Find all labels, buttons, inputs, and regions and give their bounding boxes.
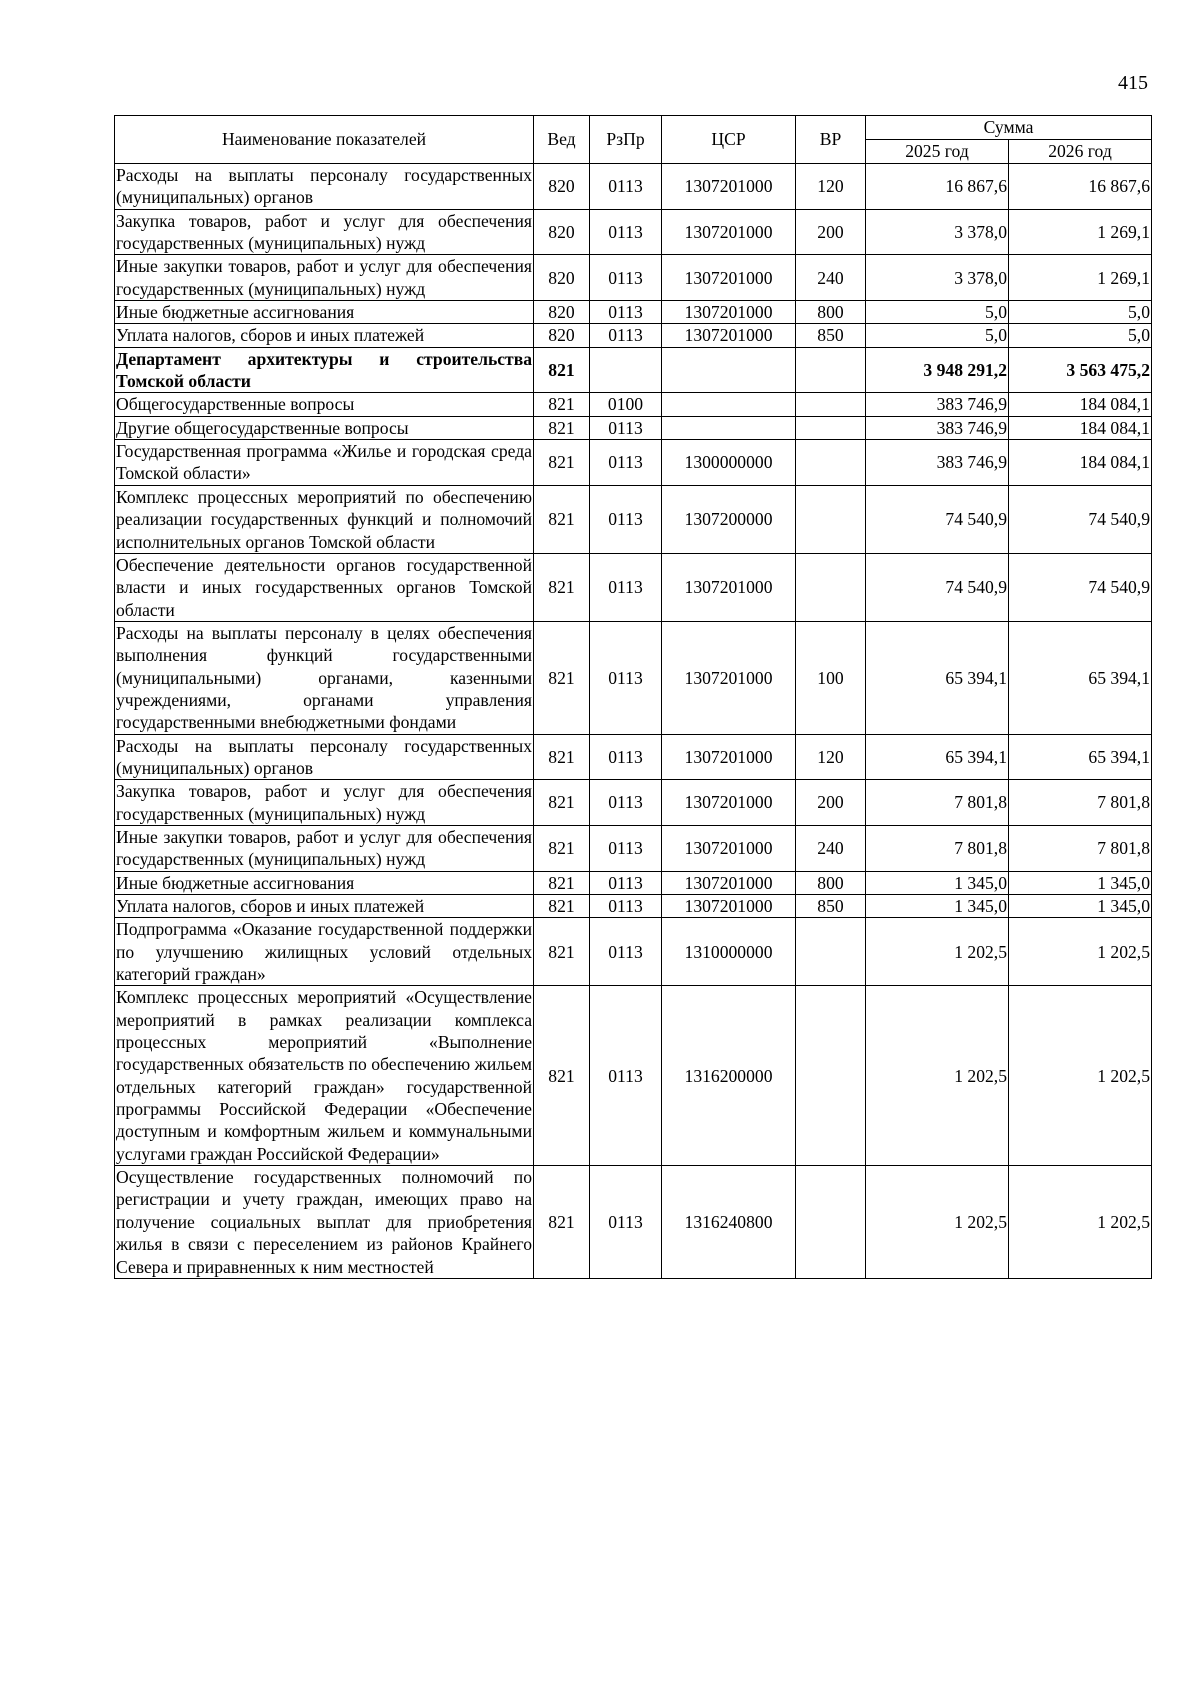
- cell-name: Иные закупки товаров, работ и услуг для обеспечения государственных (муниципальных) нужд: [116, 256, 532, 299]
- cell-ved: 820: [534, 324, 590, 347]
- table-row: [115, 416, 1152, 439]
- budget-table: [114, 115, 1152, 1279]
- cell-vr: [796, 485, 866, 553]
- cell-rzpr: 0113: [590, 164, 662, 210]
- cell-csr: 1300000000: [662, 440, 796, 486]
- cell-csr: 1307201000: [662, 255, 796, 301]
- cell-name: Закупка товаров, работ и услуг для обеспечения государственных (муниципальных) нужд: [116, 210, 532, 254]
- cell-vr: [796, 347, 866, 393]
- cell-ved: 821: [534, 440, 590, 486]
- cell-name: Уплата налогов, сборов и иных платежей: [115, 895, 534, 918]
- cell-rzpr: 0100: [590, 393, 662, 416]
- cell-vr: [796, 1166, 866, 1279]
- cell-rzpr: 0113: [590, 871, 662, 894]
- cell-sum-2025: 1 202,5: [866, 918, 1009, 986]
- table-row: [115, 209, 1152, 255]
- cell-sum-2026: 1 345,0: [1009, 895, 1152, 918]
- cell-name: Комплекс процессных мероприятий по обеспечению реализации государственных функций и полномочий исполнительных органов Томской области: [116, 486, 532, 552]
- table-row: [115, 347, 1152, 393]
- header-vr: ВР: [796, 116, 866, 164]
- cell-sum-2026: 184 084,1: [1009, 393, 1152, 416]
- header-name: Наименование показателей: [115, 116, 534, 164]
- cell-rzpr: 0113: [590, 895, 662, 918]
- cell-rzpr: 0113: [590, 780, 662, 826]
- cell-csr: [662, 416, 796, 439]
- cell-sum-2026: 1 345,0: [1009, 871, 1152, 894]
- cell-name: Подпрограмма «Оказание государственной поддержки по улучшению жилищных условий отдельных категорий граждан»: [116, 919, 532, 985]
- cell-rzpr: 0113: [590, 301, 662, 324]
- cell-vr: 100: [796, 621, 866, 734]
- cell-rzpr: [590, 347, 662, 393]
- table-row: [115, 440, 1152, 486]
- table-row: [115, 734, 1152, 780]
- cell-vr: 200: [796, 780, 866, 826]
- cell-name: Расходы на выплаты персоналу государственных (муниципальных) органов: [116, 735, 532, 778]
- cell-name: Иные закупки товаров, работ и услуг для обеспечения государственных (муниципальных) нужд: [116, 826, 532, 870]
- cell-rzpr: 0113: [590, 440, 662, 486]
- cell-rzpr: 0113: [590, 1166, 662, 1279]
- cell-name: Комплекс процессных мероприятий «Осуществление мероприятий в рамках реализации комплекса процессных мероприятий «Выполнение государственных обязательств по обеспечению жильем отдельных категорий граждан» государственной программы Российской Федерации «Обеспечение доступным и комфортным жильем и коммунальными услугами граждан Российской Федерации»: [116, 987, 532, 1164]
- cell-sum-2026: 184 084,1: [1009, 416, 1152, 439]
- cell-csr: 1310000000: [662, 918, 796, 986]
- cell-name: Закупка товаров, работ и услуг для обеспечения государственных (муниципальных) нужд: [116, 781, 532, 824]
- cell-name: Другие общегосударственные вопросы: [115, 416, 534, 439]
- table-row: [115, 553, 1152, 621]
- cell-csr: 1307201000: [662, 621, 796, 734]
- cell-csr: 1307200000: [662, 485, 796, 553]
- cell-sum-2025: 3 378,0: [866, 209, 1009, 255]
- cell-ved: 821: [534, 553, 590, 621]
- cell-ved: 821: [534, 485, 590, 553]
- cell-sum-2026: 5,0: [1009, 324, 1152, 347]
- cell-csr: 1307201000: [662, 871, 796, 894]
- cell-sum-2026: 3 563 475,2: [1009, 347, 1152, 393]
- cell-sum-2025: 7 801,8: [866, 780, 1009, 826]
- cell-name: Осуществление государственных полномочий по регистрации и учету граждан, имеющих право на получение социальных выплат для приобретения жилья в связи с переселением из районов Крайнего Севера и приравненных к ним местностей: [116, 1167, 532, 1277]
- cell-sum-2026: 7 801,8: [1009, 780, 1152, 826]
- cell-sum-2025: 65 394,1: [866, 621, 1009, 734]
- cell-sum-2026: 65 394,1: [1009, 621, 1152, 734]
- cell-sum-2025: 16 867,6: [866, 164, 1009, 210]
- cell-sum-2026: 5,0: [1009, 301, 1152, 324]
- cell-csr: 1307201000: [662, 780, 796, 826]
- cell-csr: 1307201000: [662, 301, 796, 324]
- cell-ved: 821: [534, 871, 590, 894]
- cell-sum-2025: 74 540,9: [866, 553, 1009, 621]
- cell-sum-2026: 1 269,1: [1009, 209, 1152, 255]
- cell-csr: 1307201000: [662, 553, 796, 621]
- cell-name: Общегосударственные вопросы: [115, 393, 534, 416]
- cell-sum-2025: 7 801,8: [866, 825, 1009, 871]
- cell-sum-2025: 1 202,5: [866, 986, 1009, 1166]
- cell-sum-2025: 1 345,0: [866, 895, 1009, 918]
- cell-sum-2025: 74 540,9: [866, 485, 1009, 553]
- cell-sum-2025: 383 746,9: [866, 440, 1009, 486]
- cell-vr: [796, 393, 866, 416]
- cell-ved: 820: [534, 301, 590, 324]
- header-year-2026: 2026 год: [1009, 140, 1152, 164]
- cell-vr: 850: [796, 895, 866, 918]
- cell-sum-2025: 65 394,1: [866, 734, 1009, 780]
- header-year-2025: 2025 год: [866, 140, 1009, 164]
- cell-rzpr: 0113: [590, 825, 662, 871]
- cell-sum-2025: 3 378,0: [866, 255, 1009, 301]
- cell-rzpr: 0113: [590, 918, 662, 986]
- cell-rzpr: 0113: [590, 209, 662, 255]
- header-sum: Сумма: [866, 116, 1152, 140]
- cell-sum-2026: 65 394,1: [1009, 734, 1152, 780]
- cell-ved: 821: [534, 1166, 590, 1279]
- header-rzpr: РзПр: [590, 116, 662, 164]
- cell-rzpr: 0113: [590, 621, 662, 734]
- table-row: [115, 324, 1152, 347]
- table-row: [115, 621, 1152, 734]
- cell-ved: 821: [534, 780, 590, 826]
- cell-ved: 821: [534, 986, 590, 1166]
- cell-name: Иные бюджетные ассигнования: [115, 301, 534, 324]
- cell-rzpr: 0113: [590, 255, 662, 301]
- header-ved: Вед: [534, 116, 590, 164]
- cell-csr: 1316200000: [662, 986, 796, 1166]
- table-row: [115, 393, 1152, 416]
- cell-ved: 821: [534, 918, 590, 986]
- cell-vr: [796, 416, 866, 439]
- table-body: [115, 164, 1152, 1279]
- table-row: [115, 485, 1152, 553]
- cell-rzpr: 0113: [590, 324, 662, 347]
- cell-ved: 820: [534, 164, 590, 210]
- cell-ved: 821: [534, 734, 590, 780]
- cell-rzpr: 0113: [590, 986, 662, 1166]
- cell-sum-2026: 1 202,5: [1009, 1166, 1152, 1279]
- cell-name: Иные бюджетные ассигнования: [115, 871, 534, 894]
- cell-ved: 821: [534, 347, 590, 393]
- cell-sum-2025: 5,0: [866, 324, 1009, 347]
- cell-sum-2025: 383 746,9: [866, 416, 1009, 439]
- page-number: 415: [1118, 72, 1148, 94]
- cell-sum-2026: 74 540,9: [1009, 553, 1152, 621]
- cell-name: Обеспечение деятельности органов государственной власти и иных государственных органов Томской области: [116, 554, 532, 620]
- table-row: [115, 1166, 1152, 1279]
- table-row: [115, 255, 1152, 301]
- cell-csr: 1307201000: [662, 324, 796, 347]
- cell-name: Государственная программа «Жилье и городская среда Томской области»: [116, 441, 532, 484]
- table-row: [115, 871, 1152, 894]
- table-row: [115, 164, 1152, 210]
- cell-sum-2026: 1 269,1: [1009, 255, 1152, 301]
- cell-vr: 850: [796, 324, 866, 347]
- cell-ved: 820: [534, 209, 590, 255]
- cell-csr: 1316240800: [662, 1166, 796, 1279]
- cell-ved: 821: [534, 393, 590, 416]
- cell-vr: 800: [796, 871, 866, 894]
- cell-csr: 1307201000: [662, 164, 796, 210]
- cell-csr: [662, 347, 796, 393]
- cell-vr: 240: [796, 255, 866, 301]
- cell-vr: 200: [796, 209, 866, 255]
- cell-ved: 821: [534, 621, 590, 734]
- table-header: [115, 116, 1152, 164]
- cell-sum-2026: 16 867,6: [1009, 164, 1152, 210]
- cell-sum-2026: 184 084,1: [1009, 440, 1152, 486]
- table-row: [115, 895, 1152, 918]
- cell-sum-2026: 74 540,9: [1009, 485, 1152, 553]
- cell-ved: 821: [534, 825, 590, 871]
- cell-csr: 1307201000: [662, 825, 796, 871]
- cell-rzpr: 0113: [590, 485, 662, 553]
- cell-name: Уплата налогов, сборов и иных платежей: [115, 324, 534, 347]
- cell-vr: 800: [796, 301, 866, 324]
- cell-ved: 820: [534, 255, 590, 301]
- cell-vr: [796, 986, 866, 1166]
- cell-csr: 1307201000: [662, 895, 796, 918]
- cell-vr: [796, 918, 866, 986]
- cell-csr: 1307201000: [662, 734, 796, 780]
- cell-name: Расходы на выплаты персоналу в целях обеспечения выполнения функций государственными (муниципальными) органами, казенными учреждениями, органами управления государственными внебюджетными фондами: [116, 622, 532, 733]
- cell-csr: [662, 393, 796, 416]
- cell-ved: 821: [534, 895, 590, 918]
- cell-vr: 120: [796, 734, 866, 780]
- cell-sum-2025: 1 345,0: [866, 871, 1009, 894]
- cell-sum-2025: 383 746,9: [866, 393, 1009, 416]
- table-row: [115, 780, 1152, 826]
- cell-sum-2026: 1 202,5: [1009, 918, 1152, 986]
- cell-ved: 821: [534, 416, 590, 439]
- cell-sum-2026: 1 202,5: [1009, 986, 1152, 1166]
- cell-rzpr: 0113: [590, 416, 662, 439]
- cell-csr: 1307201000: [662, 209, 796, 255]
- cell-rzpr: 0113: [590, 553, 662, 621]
- cell-sum-2026: 7 801,8: [1009, 825, 1152, 871]
- cell-name: Расходы на выплаты персоналу государственных (муниципальных) органов: [116, 165, 532, 208]
- cell-vr: [796, 553, 866, 621]
- header-csr: ЦСР: [662, 116, 796, 164]
- cell-vr: [796, 440, 866, 486]
- cell-rzpr: 0113: [590, 734, 662, 780]
- cell-sum-2025: 3 948 291,2: [866, 347, 1009, 393]
- table-row: [115, 918, 1152, 986]
- table-row: [115, 301, 1152, 324]
- cell-sum-2025: 1 202,5: [866, 1166, 1009, 1279]
- cell-sum-2025: 5,0: [866, 301, 1009, 324]
- cell-vr: 120: [796, 164, 866, 210]
- table-row: [115, 825, 1152, 871]
- cell-name: Департамент архитектуры и строительства Томской области: [116, 348, 532, 392]
- cell-vr: 240: [796, 825, 866, 871]
- table-row: [115, 986, 1152, 1166]
